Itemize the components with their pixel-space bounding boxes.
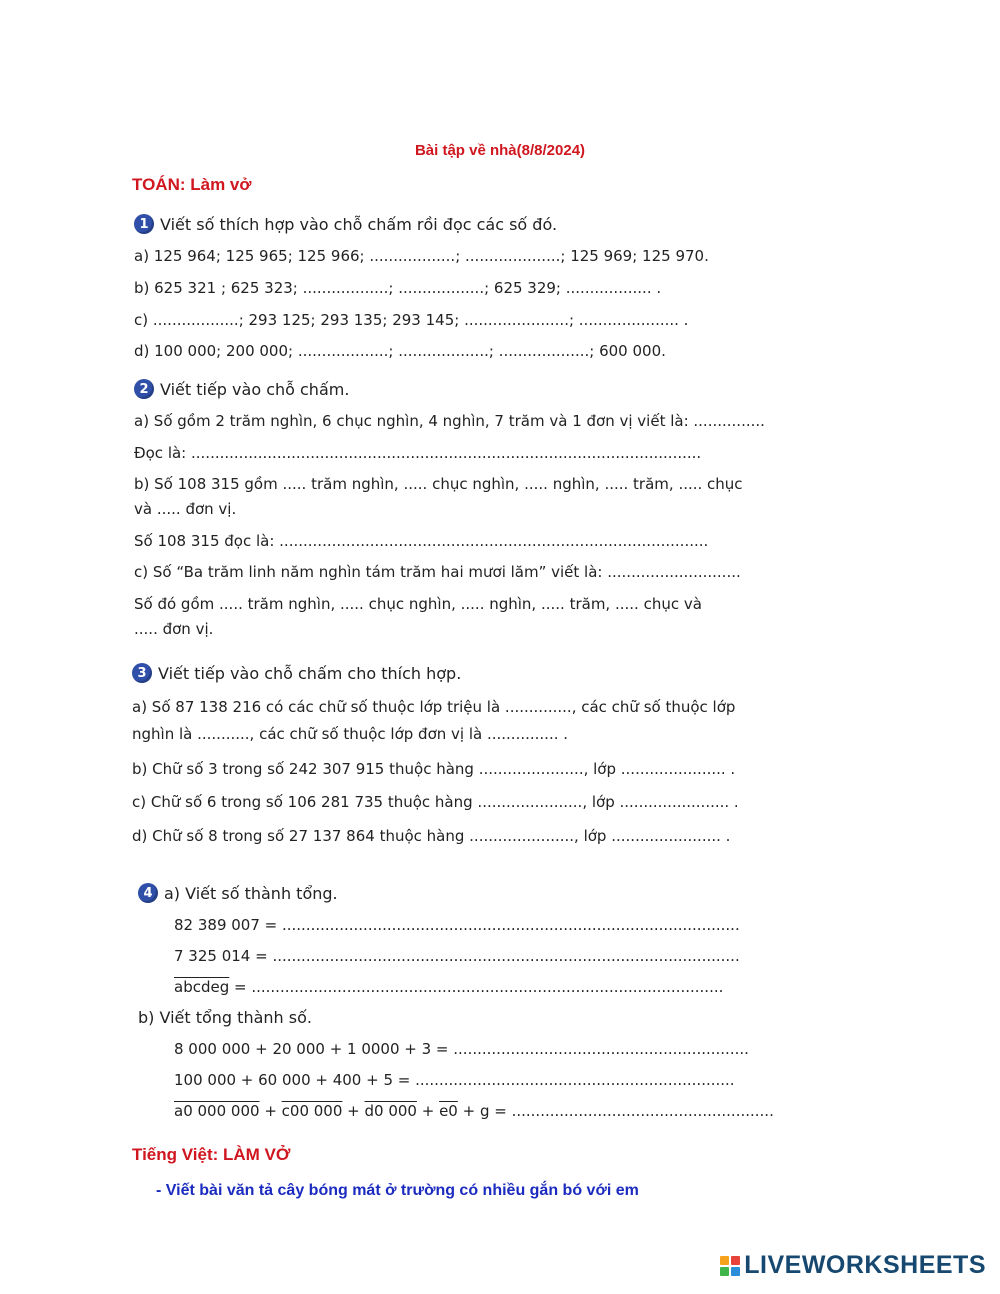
plus-3: + <box>416 1102 440 1120</box>
ex4-line-a3 <box>174 977 723 997</box>
overlined-term-4: e0 <box>439 1102 458 1120</box>
exercise-4-badge: 4 <box>138 883 158 903</box>
exercise-3-header <box>132 663 461 683</box>
ex1-line-d: d) 100 000; 200 000; ...................; ...................; ...................; 600 000. <box>134 342 666 360</box>
math-heading: TOÁN: Làm vở <box>132 175 252 194</box>
exercise-2-badge: 2 <box>134 379 154 399</box>
ex3-line-c: c) Chữ số 6 trong số 106 281 735 thuộc hàng ......................, lớp ....................... . <box>132 793 739 811</box>
ex1-line-b: b) 625 321 ; 625 323; ..................; ..................; 625 329; .................. . <box>134 279 662 297</box>
page-title: Bài tập về nhà(8/8/2024) <box>414 142 586 159</box>
ex4-line-a1: 82 389 007 = ................................................................................................ <box>174 916 740 934</box>
exercise-3-title: Viết tiếp vào chỗ chấm cho thích hợp. <box>158 663 462 683</box>
exercise-1-header <box>134 214 557 234</box>
vietnamese-task: - Viết bài văn tả cây bóng mát ở trường có nhiều gắn bó với em <box>156 1182 639 1199</box>
ex1-line-a: a) 125 964; 125 965; 125 966; ..................; ....................; 125 969; 125 970. <box>134 247 709 265</box>
ex4-title-b: b) Viết tổng thành số. <box>138 1008 312 1027</box>
ex4-line-a2: 7 325 014 = .................................................................................................. <box>174 947 740 965</box>
ex4-line-b2: 100 000 + 60 000 + 400 + 5 = ................................................................... <box>174 1071 735 1089</box>
logo-text: LIVEWORKSHEETS <box>744 1251 986 1279</box>
ex4-line-b1: 8 000 000 + 20 000 + 1 0000 + 3 = .............................................................. <box>174 1040 749 1058</box>
ex2-line-c2: Số đó gồm ..... trăm nghìn, ..... chục nghìn, ..... nghìn, ..... trăm, ..... chục và <box>134 595 702 613</box>
exercise-3-badge: 3 <box>132 663 152 683</box>
exercise-1-badge: 1 <box>134 214 154 234</box>
ex2-line-b2: và ..... đơn vị. <box>134 500 237 518</box>
overlined-abcdeg: abcdeg <box>174 978 230 996</box>
ex3-line-d: d) Chữ số 8 trong số 27 137 864 thuộc hàng ......................, lớp ....................... . <box>132 827 731 845</box>
exercise-2-title: Viết tiếp vào chỗ chấm. <box>160 379 350 399</box>
ex3-line-a2: nghìn là ..........., các chữ số thuộc lớp đơn vị là ............... . <box>132 725 569 743</box>
overlined-term-3: d0 000 <box>364 1102 417 1120</box>
ex4-line-b3 <box>174 1101 774 1121</box>
ex2-line-a2: Đọc là: ........................................................................................................... <box>134 444 702 462</box>
liveworksheets-logo <box>720 1251 986 1280</box>
ex2-line-a1: a) Số gồm 2 trăm nghìn, 6 chục nghìn, 4 nghìn, 7 trăm và 1 đơn vị viết là: ............... <box>134 412 765 430</box>
ex2-line-b1: b) Số 108 315 gồm ..... trăm nghìn, ..... chục nghìn, ..... nghìn, ..... trăm, ..... chục <box>134 475 743 493</box>
vietnamese-heading: Tiếng Việt: LÀM VỞ <box>132 1145 291 1164</box>
ex4-a3-rest: = ................................................................................................... <box>229 978 724 996</box>
ex3-line-a1: a) Số 87 138 216 có các chữ số thuộc lớp triệu là .............., các chữ số thuộc lớp <box>132 698 736 716</box>
ex1-line-c: c) ..................; 293 125; 293 135; 293 145; ......................; ..................... . <box>134 311 689 329</box>
plus-2: + <box>342 1102 365 1120</box>
exercise-2-header <box>134 379 349 399</box>
overlined-term-1: a0 000 000 <box>174 1102 260 1120</box>
exercise-4-title-a: a) Viết số thành tổng. <box>164 883 338 903</box>
ex2-line-c1: c) Số “Ba trăm linh năm nghìn tám trăm hai mươi lăm” viết là: ............................ <box>134 563 741 581</box>
logo-grid-icon <box>720 1256 740 1276</box>
plus-1: + <box>259 1102 282 1120</box>
exercise-1-title: Viết số thích hợp vào chỗ chấm rồi đọc các số đó. <box>160 214 558 234</box>
ex2-line-b3: Số 108 315 đọc là: .......................................................................................... <box>134 532 709 550</box>
ex3-line-b: b) Chữ số 3 trong số 242 307 915 thuộc hàng ......................, lớp ...................... . <box>132 760 736 778</box>
exercise-4-header <box>138 883 338 903</box>
ex2-line-c3: ..... đơn vị. <box>134 620 214 638</box>
overlined-term-2: c00 000 <box>281 1102 343 1120</box>
ex4-b3-rest: + g = ....................................................... <box>457 1102 774 1120</box>
